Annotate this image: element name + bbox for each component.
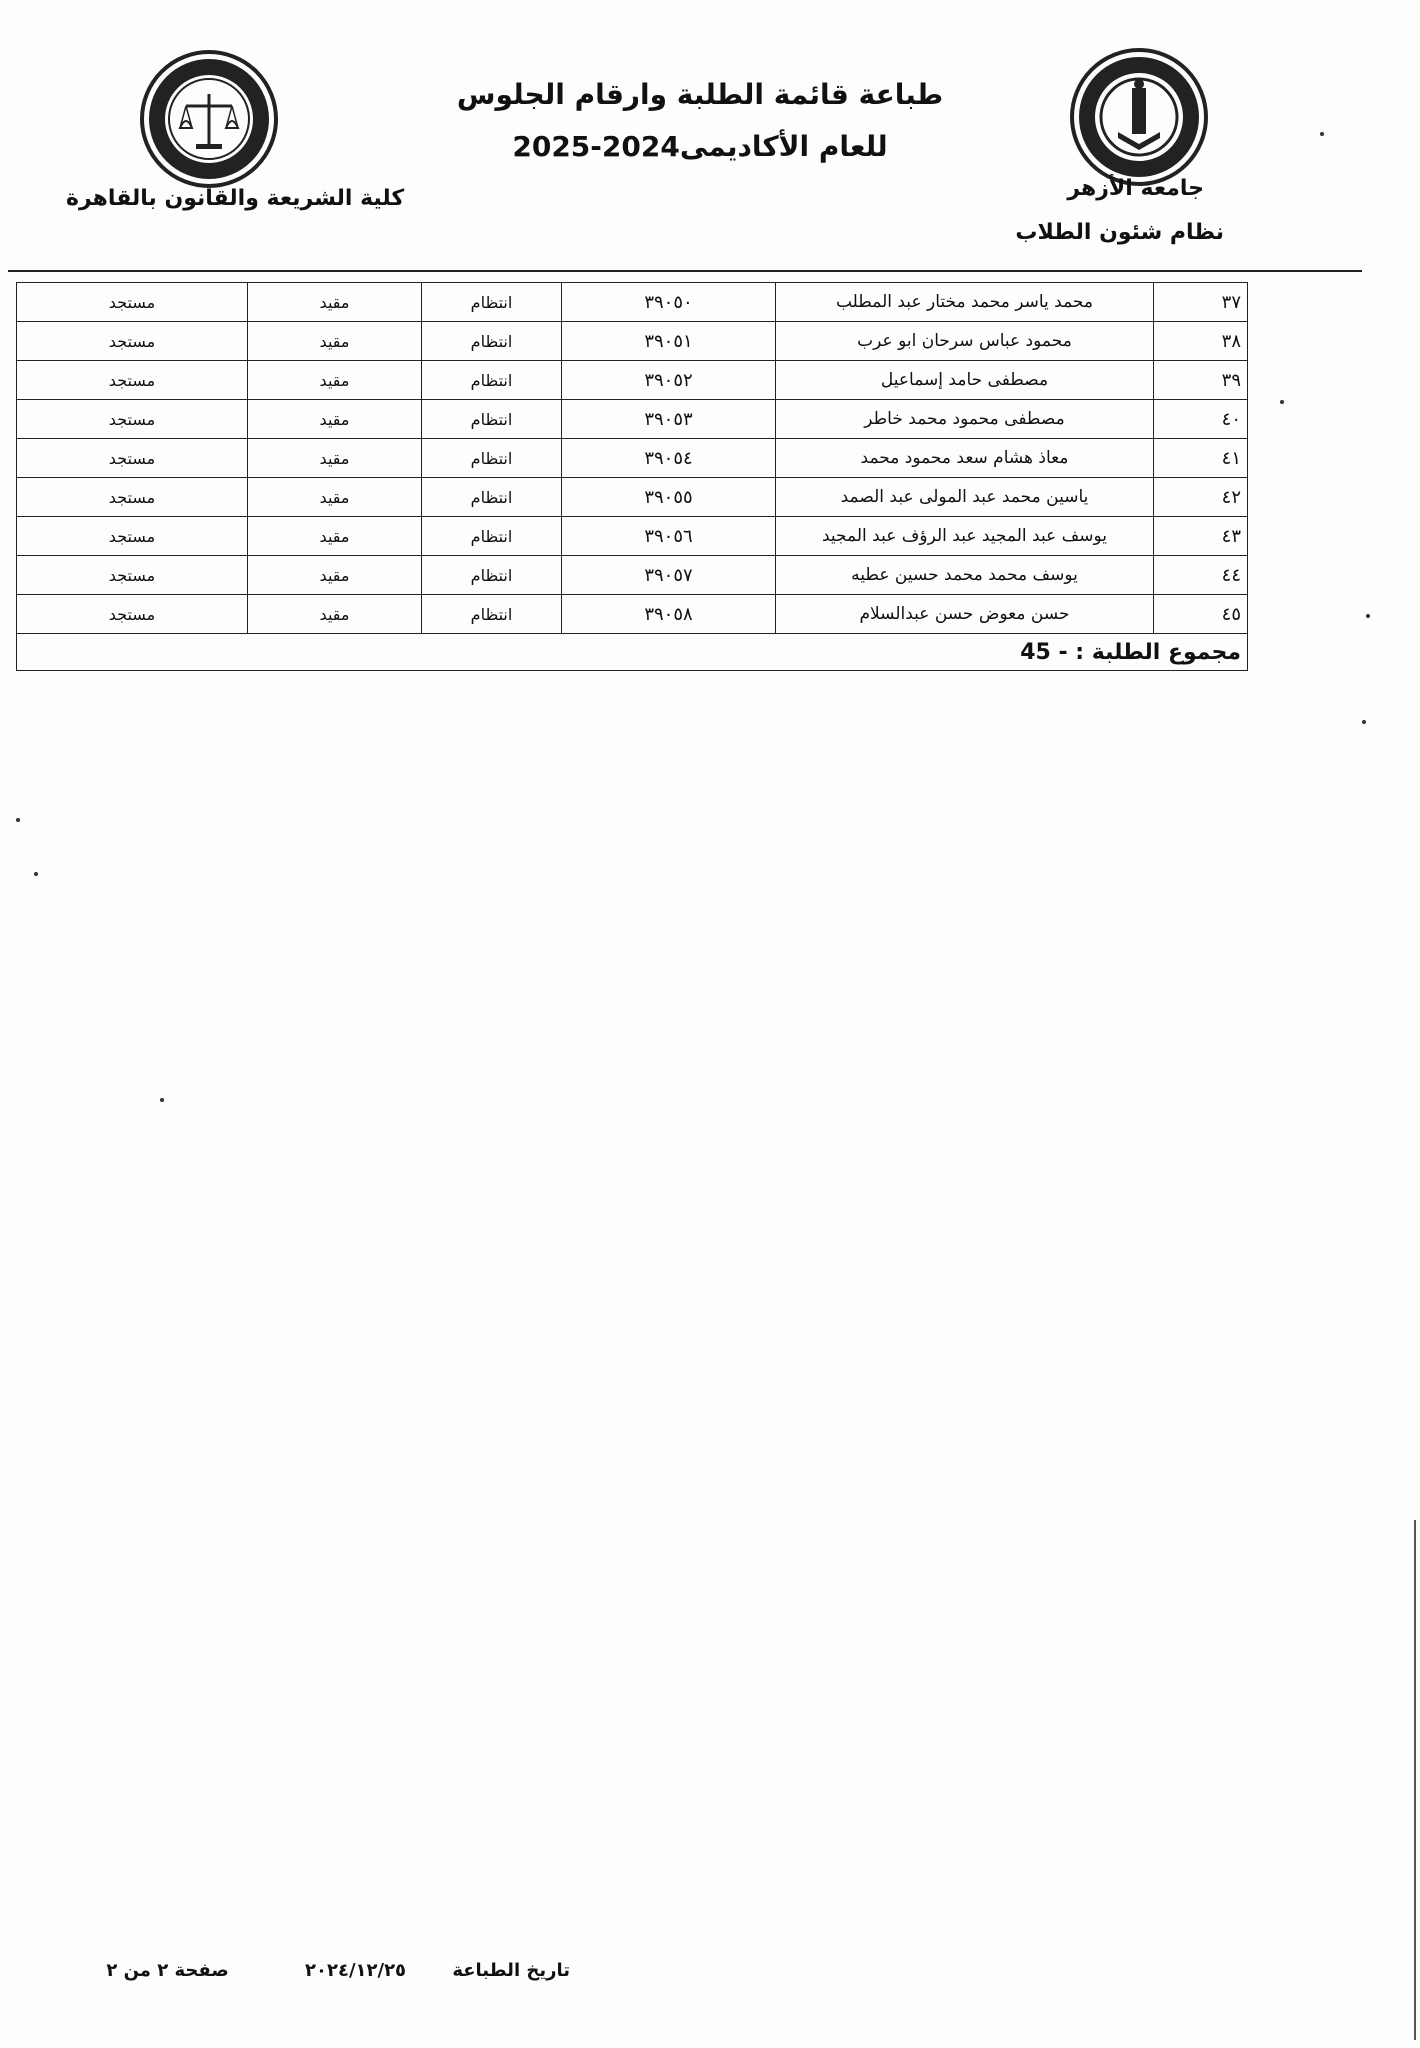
seat-number-cell: ٣٩٠٥٣: [562, 400, 776, 439]
row-number-cell: ٣٧: [1154, 283, 1248, 322]
enrollment-type-cell: انتظام: [422, 400, 562, 439]
scan-speck: [1362, 720, 1366, 724]
registration-status-cell: مقيد: [248, 595, 422, 634]
seat-number-cell: ٣٩٠٥٨: [562, 595, 776, 634]
student-name-cell: حسن معوض حسن عبدالسلام: [776, 595, 1154, 634]
student-category-cell: مستجد: [17, 400, 248, 439]
seat-number-cell: ٣٩٠٥٤: [562, 439, 776, 478]
row-number-cell: ٣٩: [1154, 361, 1248, 400]
seat-number-cell: ٣٩٠٥٠: [562, 283, 776, 322]
print-date: ٢٠٢٤/١٢/٢٥: [305, 1960, 407, 1981]
row-number-cell: ٤٥: [1154, 595, 1248, 634]
page-footer: [106, 1960, 570, 1981]
scan-speck: [34, 872, 38, 876]
row-number-cell: ٤٢: [1154, 478, 1248, 517]
student-category-cell: مستجد: [17, 283, 248, 322]
seat-number-cell: ٣٩٠٥٥: [562, 478, 776, 517]
table-row: [17, 322, 1248, 361]
scan-speck: [1320, 132, 1324, 136]
registration-status-cell: مقيد: [248, 400, 422, 439]
student-name-cell: يوسف محمد محمد حسين عطيه: [776, 556, 1154, 595]
student-name-cell: محمود عباس سرحان ابو عرب: [776, 322, 1154, 361]
faculty-name: كلية الشريعة والقانون بالقاهرة: [66, 186, 405, 211]
scan-speck: [16, 818, 20, 822]
seat-number-cell: ٣٩٠٥٢: [562, 361, 776, 400]
student-category-cell: مستجد: [17, 322, 248, 361]
table-row: [17, 283, 1248, 322]
table-row: [17, 400, 1248, 439]
student-name-cell: ياسين محمد عبد المولى عبد الصمد: [776, 478, 1154, 517]
scan-speck: [1280, 400, 1284, 404]
student-category-cell: مستجد: [17, 361, 248, 400]
university-seal-icon: [1070, 48, 1208, 186]
student-name-cell: مصطفى حامد إسماعيل: [776, 361, 1154, 400]
student-name-cell: مصطفى محمود محمد خاطر: [776, 400, 1154, 439]
academic-year: للعام الأكاديمى2024-2025: [512, 130, 888, 163]
enrollment-type-cell: انتظام: [422, 517, 562, 556]
total-students: مجموع الطلبة : - 45: [17, 634, 1248, 671]
faculty-seal-icon: [140, 50, 278, 188]
system-name: نظام شئون الطلاب: [1015, 220, 1224, 245]
seat-number-cell: ٣٩٠٥٦: [562, 517, 776, 556]
registration-status-cell: مقيد: [248, 478, 422, 517]
scan-edge: [1414, 1520, 1416, 2040]
total-row: [17, 634, 1248, 671]
enrollment-type-cell: انتظام: [422, 556, 562, 595]
enrollment-type-cell: انتظام: [422, 283, 562, 322]
registration-status-cell: مقيد: [248, 361, 422, 400]
seat-number-cell: ٣٩٠٥١: [562, 322, 776, 361]
student-name-cell: يوسف عبد المجيد عبد الرؤف عبد المجيد: [776, 517, 1154, 556]
row-number-cell: ٤٤: [1154, 556, 1248, 595]
enrollment-type-cell: انتظام: [422, 595, 562, 634]
registration-status-cell: مقيد: [248, 322, 422, 361]
table-row: [17, 361, 1248, 400]
registration-status-cell: مقيد: [248, 439, 422, 478]
student-category-cell: مستجد: [17, 556, 248, 595]
enrollment-type-cell: انتظام: [422, 322, 562, 361]
enrollment-type-cell: انتظام: [422, 361, 562, 400]
table-row: [17, 478, 1248, 517]
registration-status-cell: مقيد: [248, 556, 422, 595]
table-row: [17, 556, 1248, 595]
student-category-cell: مستجد: [17, 439, 248, 478]
scan-speck: [160, 1098, 164, 1102]
header-divider: [8, 270, 1362, 272]
document-title: طباعة قائمة الطلبة وارقام الجلوس: [456, 78, 944, 111]
enrollment-type-cell: انتظام: [422, 478, 562, 517]
page-number: صفحة ٢ من ٢: [106, 1960, 229, 1981]
seat-number-cell: ٣٩٠٥٧: [562, 556, 776, 595]
table-row: [17, 439, 1248, 478]
row-number-cell: ٣٨: [1154, 322, 1248, 361]
enrollment-type-cell: انتظام: [422, 439, 562, 478]
student-category-cell: مستجد: [17, 478, 248, 517]
students-table: [16, 282, 1248, 671]
table-row: [17, 517, 1248, 556]
university-name: جامعة الأزهر: [1067, 176, 1204, 201]
row-number-cell: ٤٣: [1154, 517, 1248, 556]
scan-speck: [1366, 614, 1370, 618]
row-number-cell: ٤١: [1154, 439, 1248, 478]
registration-status-cell: مقيد: [248, 283, 422, 322]
registration-status-cell: مقيد: [248, 517, 422, 556]
row-number-cell: ٤٠: [1154, 400, 1248, 439]
student-name-cell: محمد ياسر محمد مختار عبد المطلب: [776, 283, 1154, 322]
table-row: [17, 595, 1248, 634]
print-date-label: تاريخ الطباعة: [452, 1960, 570, 1981]
student-name-cell: معاذ هشام سعد محمود محمد: [776, 439, 1154, 478]
student-category-cell: مستجد: [17, 595, 248, 634]
student-category-cell: مستجد: [17, 517, 248, 556]
